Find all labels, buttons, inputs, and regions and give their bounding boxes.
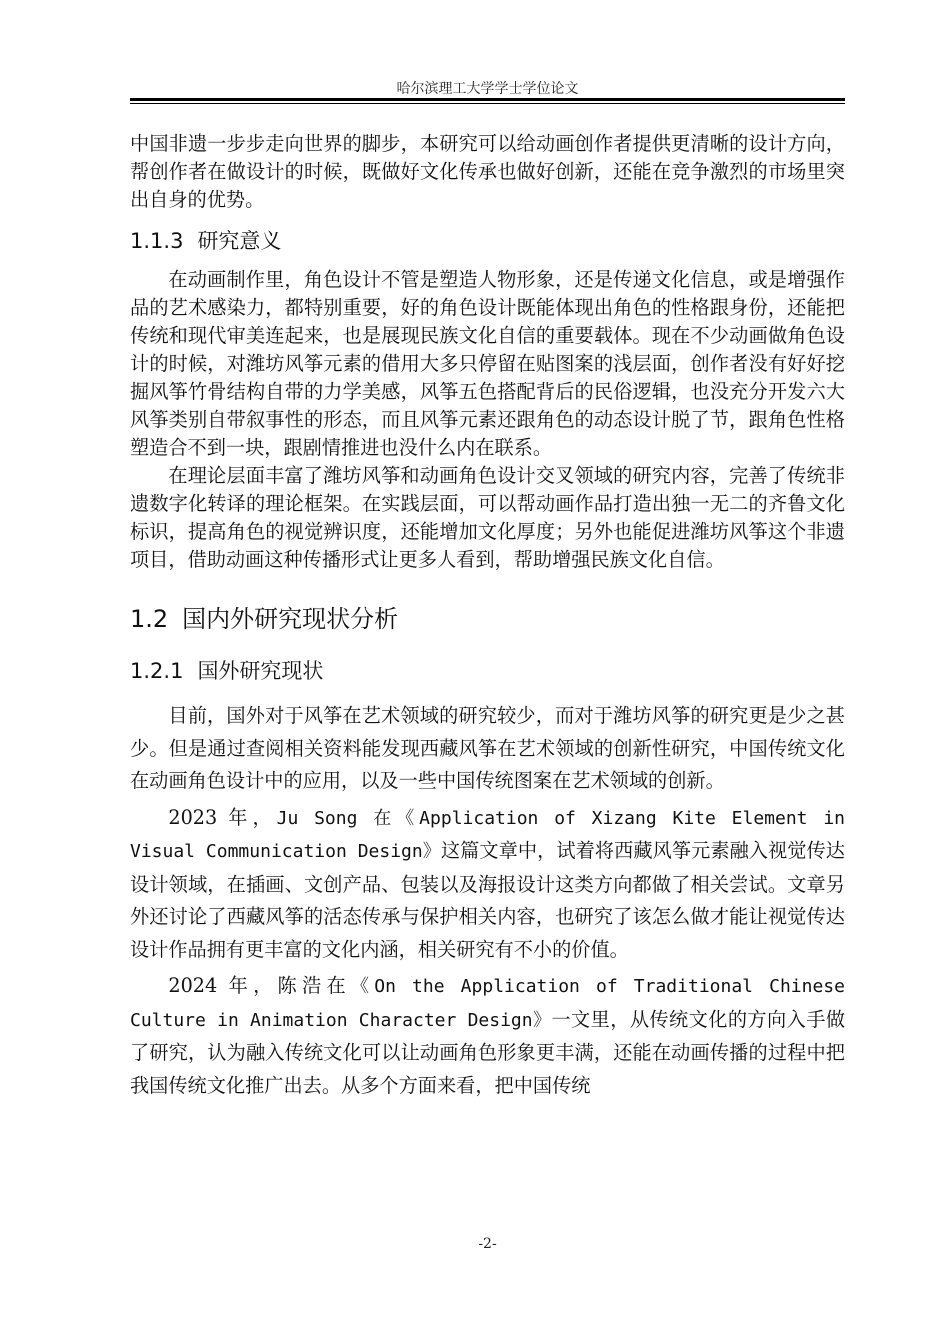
running-header: 哈尔滨理工大学学士学位论文 xyxy=(396,81,579,97)
section-number: 1.2 xyxy=(130,605,169,633)
text-run: 这篇文章中，试着将西藏风筝元素融入视觉传达设计领域，在插画、文创产品、包装以及海报设计这类方向都做了相关尝试。文章另外还讨论了西藏风筝的活态传承与保护相关内容，也研究了该怎么做才能让视觉传达设计作品拥有更丰富的文化内涵，相关研究有不小的价值。 xyxy=(130,839,845,961)
header-rule-thin xyxy=(130,103,845,104)
section-number: 1.2.1 xyxy=(130,659,184,683)
text-run: 2024 年，陈浩在 xyxy=(168,974,351,997)
section-title: 研究意义 xyxy=(197,229,282,253)
section-title: 国外研究现状 xyxy=(197,659,324,683)
text-run: 一文里，从传统文化的方向入手做了研究，认为融入传统文化可以让动画角色形象更丰满，还能在动画传播的过程中把我国传统文化推广出去。从多个方面来看，把中国传统 xyxy=(130,1007,846,1097)
section-number: 1.1.3 xyxy=(130,229,184,253)
paragraph xyxy=(130,802,845,967)
paragraph: 在动画制作里，角色设计不管是塑造人物形象，还是传递文化信息，或是增强作品的艺术感染力，都特别重要，好的角色设计既能体现出角色的性格跟身份，还能把传统和现代审美连起来，也是展现民族文化自信的重要载体。现在不少动画做角色设计的时候，对潍坊风筝元素的借用大多只停留在贴图案的浅层面，创作者没有好好挖掘风筝竹骨结构自带的力学美感，风筝五色搭配背后的民俗逻辑，也没充分开发六大风筝类别自带叙事性的形态，而且风筝元素还跟角色的动态设计脱了节，跟角色性格塑造合不到一块，跟剧情推进也没什么内在联系。 xyxy=(130,268,845,459)
paragraph xyxy=(130,970,845,1102)
header-rule-thick xyxy=(130,98,845,101)
section-heading-1-1-3 xyxy=(130,226,845,256)
section-title: 国内外研究现状分析 xyxy=(182,605,399,633)
paragraph: 目前，国外对于风筝在艺术领域的研究较少，而对于潍坊风筝的研究更是少之甚少。但是通过查阅相关资料能发现西藏风筝在艺术领域的创新性研究，中国传统文化在动画角色设计中的应用，以及一些中国传统图案在艺术领域的创新。 xyxy=(130,704,845,792)
body-content xyxy=(130,130,845,1102)
paragraph: 在理论层面丰富了潍坊风筝和动画角色设计交叉领域的研究内容，完善了传统非遗数字化转译的理论框架。在实践层面，可以帮动画作品打造出独一无二的齐鲁文化标识，提高角色的视觉辨识度，还能增加文化厚度；另外也能促进潍坊风筝这个非遗项目，借助动画这种传播形式让更多人看到，帮助增强民族文化自信。 xyxy=(130,464,845,571)
text-run: 2023 年， xyxy=(168,805,277,829)
section-heading-1-2 xyxy=(130,602,845,636)
section-heading-1-2-1 xyxy=(130,656,845,686)
english-citation: Ju Song 在《Application of Xizang Kite Element in Visual Communication Design》 xyxy=(130,807,845,862)
page-number: -2- xyxy=(478,1236,497,1252)
english-citation: 《On the Application of Traditional Chinese Culture in Animation Character Design》 xyxy=(130,976,845,1031)
paragraph-continuation: 中国非遗一步步走向世界的脚步，本研究可以给动画创作者提供更清晰的设计方向，帮创作者在做设计的时候，既做好文化传承也做好创新，还能在竞争激烈的市场里突出自身的优势。 xyxy=(130,132,845,211)
